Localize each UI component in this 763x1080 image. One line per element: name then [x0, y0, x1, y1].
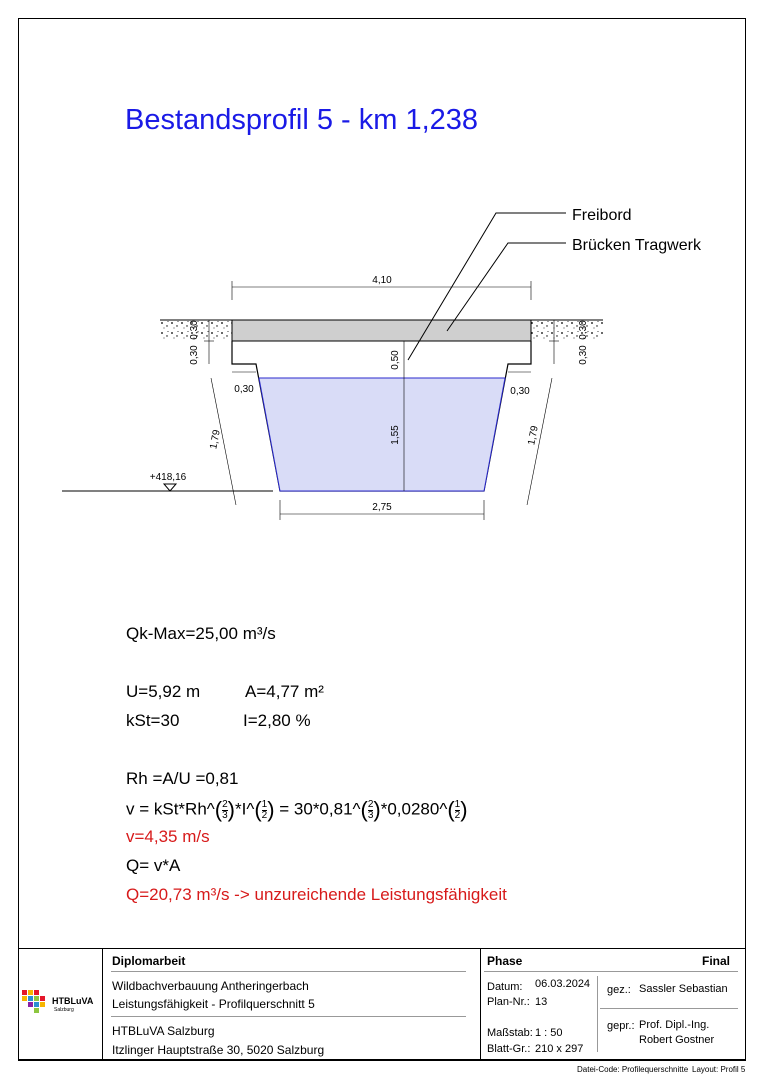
dim-left-step: 0,30	[234, 384, 254, 395]
titleblock-top-border	[18, 948, 746, 949]
dim-top-width: 4,10	[372, 275, 392, 286]
rh-value: Rh =A/U =0,81	[126, 769, 239, 788]
massstab-label: Maßstab:	[487, 1027, 533, 1039]
blatt-value: 210 x 297	[535, 1043, 584, 1055]
elevation-marker	[164, 484, 176, 491]
qk-max: Qk-Max=25,00 m³/s	[126, 624, 276, 643]
u-value: U=5,92 m	[126, 682, 201, 701]
project-line-1: Wildbachverbauung Antheringerbach	[112, 979, 309, 993]
kst-value: kSt=30	[126, 711, 180, 730]
q-formula: Q= v*A	[126, 856, 181, 875]
gez-label: gez.:	[607, 984, 631, 996]
titleblock-heading: Diplomarbeit	[112, 954, 186, 968]
dim-water-depth: 1,55	[390, 425, 401, 445]
dim-left-slope: 1,79	[208, 428, 223, 451]
plan-value: 13	[535, 996, 548, 1008]
phase-value: Final	[702, 954, 731, 968]
gepr-label: gepr.:	[607, 1020, 635, 1032]
titleblock-divider-main	[480, 948, 481, 1060]
q-result: Q=20,73 m³/s -> unzureichende Leistungsfähigkeit	[126, 885, 507, 904]
gepr-value-2: Robert Gostner	[639, 1034, 715, 1046]
bridge-deck	[232, 320, 531, 341]
dim-left-vertical: 0,30	[189, 345, 200, 365]
elevation-label: +418,16	[149, 472, 187, 483]
footer-layout: Layout: Profil 5	[692, 1065, 746, 1074]
school-line-2: Itzlinger Hauptstraße 30, 5020 Salzburg	[112, 1043, 325, 1057]
dim-right-step: 0,30	[510, 386, 530, 397]
dim-bottom-width: 2,75	[372, 502, 392, 513]
titleblock-divider-logo	[102, 948, 103, 1060]
school-line-1: HTBLuVA Salzburg	[112, 1024, 215, 1038]
blatt-label: Blatt-Gr.:	[487, 1043, 531, 1055]
logo-text: HTBLuVA	[52, 996, 94, 1006]
a-value: A=4,77 m²	[245, 682, 324, 701]
dim-right-slope: 1,79	[526, 424, 541, 447]
datum-label: Datum:	[487, 981, 523, 993]
titleblock-bottom-border	[18, 1060, 746, 1061]
school-logo-icon	[22, 990, 52, 1014]
water-area	[259, 378, 505, 491]
gepr-value-1: Prof. Dipl.-Ing.	[639, 1019, 710, 1031]
label-freibord: Freibord	[572, 207, 632, 224]
label-tragwerk: Brücken Tragwerk	[572, 237, 701, 254]
v-formula: v = kSt*Rh^( $\frac{2}{3}$ )*I^( $\frac{1}{2}$ ) = 30*0,81^( $\frac{2}{3}$ )*0,0280^( $\frac{1}{2}$ )	[126, 797, 468, 822]
logo-subtext: Salzburg	[54, 1007, 74, 1013]
dim-freibord: 0,50	[390, 350, 401, 370]
gez-value: Sassler Sebastian	[639, 983, 728, 995]
phase-label: Phase	[487, 954, 523, 968]
footer-code: Datei-Code: Profilequerschnitte	[577, 1065, 689, 1074]
right-bank-gravel	[531, 320, 603, 341]
plan-label: Plan-Nr.:	[487, 996, 530, 1008]
dim-left-deck: 0,30	[189, 320, 200, 340]
massstab-value: 1 : 50	[535, 1027, 563, 1039]
project-line-2: Leistungsfähigkeit - Profilquerschnitt 5	[112, 997, 315, 1011]
i-value: I=2,80 %	[243, 711, 311, 730]
dim-right-vertical: 0,30	[578, 345, 589, 365]
v-result: v=4,35 m/s	[126, 827, 210, 846]
datum-value: 06.03.2024	[535, 978, 591, 990]
page-title: Bestandsprofil 5 - km 1,238	[125, 104, 479, 136]
dim-right-deck: 0,30	[578, 320, 589, 340]
